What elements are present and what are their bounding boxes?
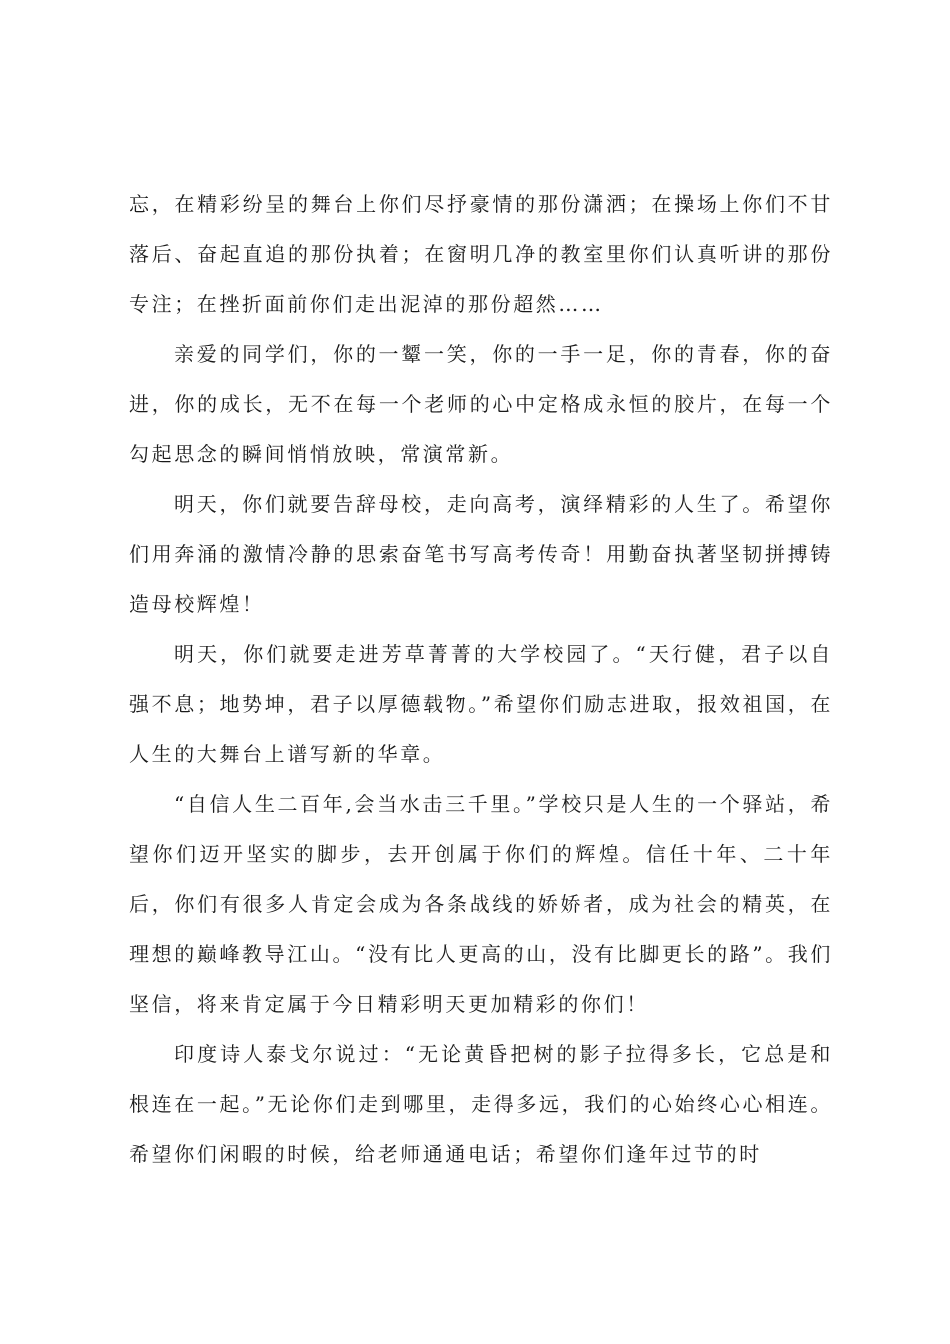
paragraph-2: 亲爱的同学们，你的一颦一笑，你的一手一足，你的青春，你的奋进，你的成长，无不在每一个老师的心中定格成永恒的胶片，在每一个勾起思念的瞬间悄悄放映，常演常新。 — [129, 342, 833, 466]
paragraph-1: 忘，在精彩纷呈的舞台上你们尽抒豪情的那份潇洒；在操场上你们不甘落后、奋起直追的那份执着；在窗明几净的教室里你们认真听讲的那份专注；在挫折面前你们走出泥淖的那份超然…… — [129, 192, 833, 316]
paragraph-5: “自信人生二百年,会当水击三千里。”学校只是人生的一个驿站，希望你们迈开坚实的脚步，去开创属于你们的辉煌。信任十年、二十年后，你们有很多人肯定会成为各条战线的娇娇者，成为社会的精英，在理想的巅峰教导江山。“没有比人更高的山，没有比脚更长的路”。我们坚信，将来肯定属于今日精彩明天更加精彩的你们！ — [129, 792, 833, 1016]
paragraph-6: 印度诗人泰戈尔说过：“无论黄昏把树的影子拉得多长，它总是和根连在一起。”无论你们走到哪里，走得多远，我们的心始终心心相连。希望你们闲暇的时候，给老师通通电话；希望你们逢年过节的时 — [129, 1042, 833, 1166]
document-body — [129, 179, 833, 1179]
paragraph-3: 明天，你们就要告辞母校，走向高考，演绎精彩的人生了。希望你们用奔涌的激情冷静的思索奋笔书写高考传奇！用勤奋执著坚韧拼搏铸造母校辉煌！ — [129, 492, 833, 616]
paragraph-4: 明天，你们就要走进芳草菁菁的大学校园了。“天行健，君子以自强不息；地势坤，君子以厚德载物。”希望你们励志进取，报效祖国，在人生的大舞台上谱写新的华章。 — [129, 642, 833, 766]
